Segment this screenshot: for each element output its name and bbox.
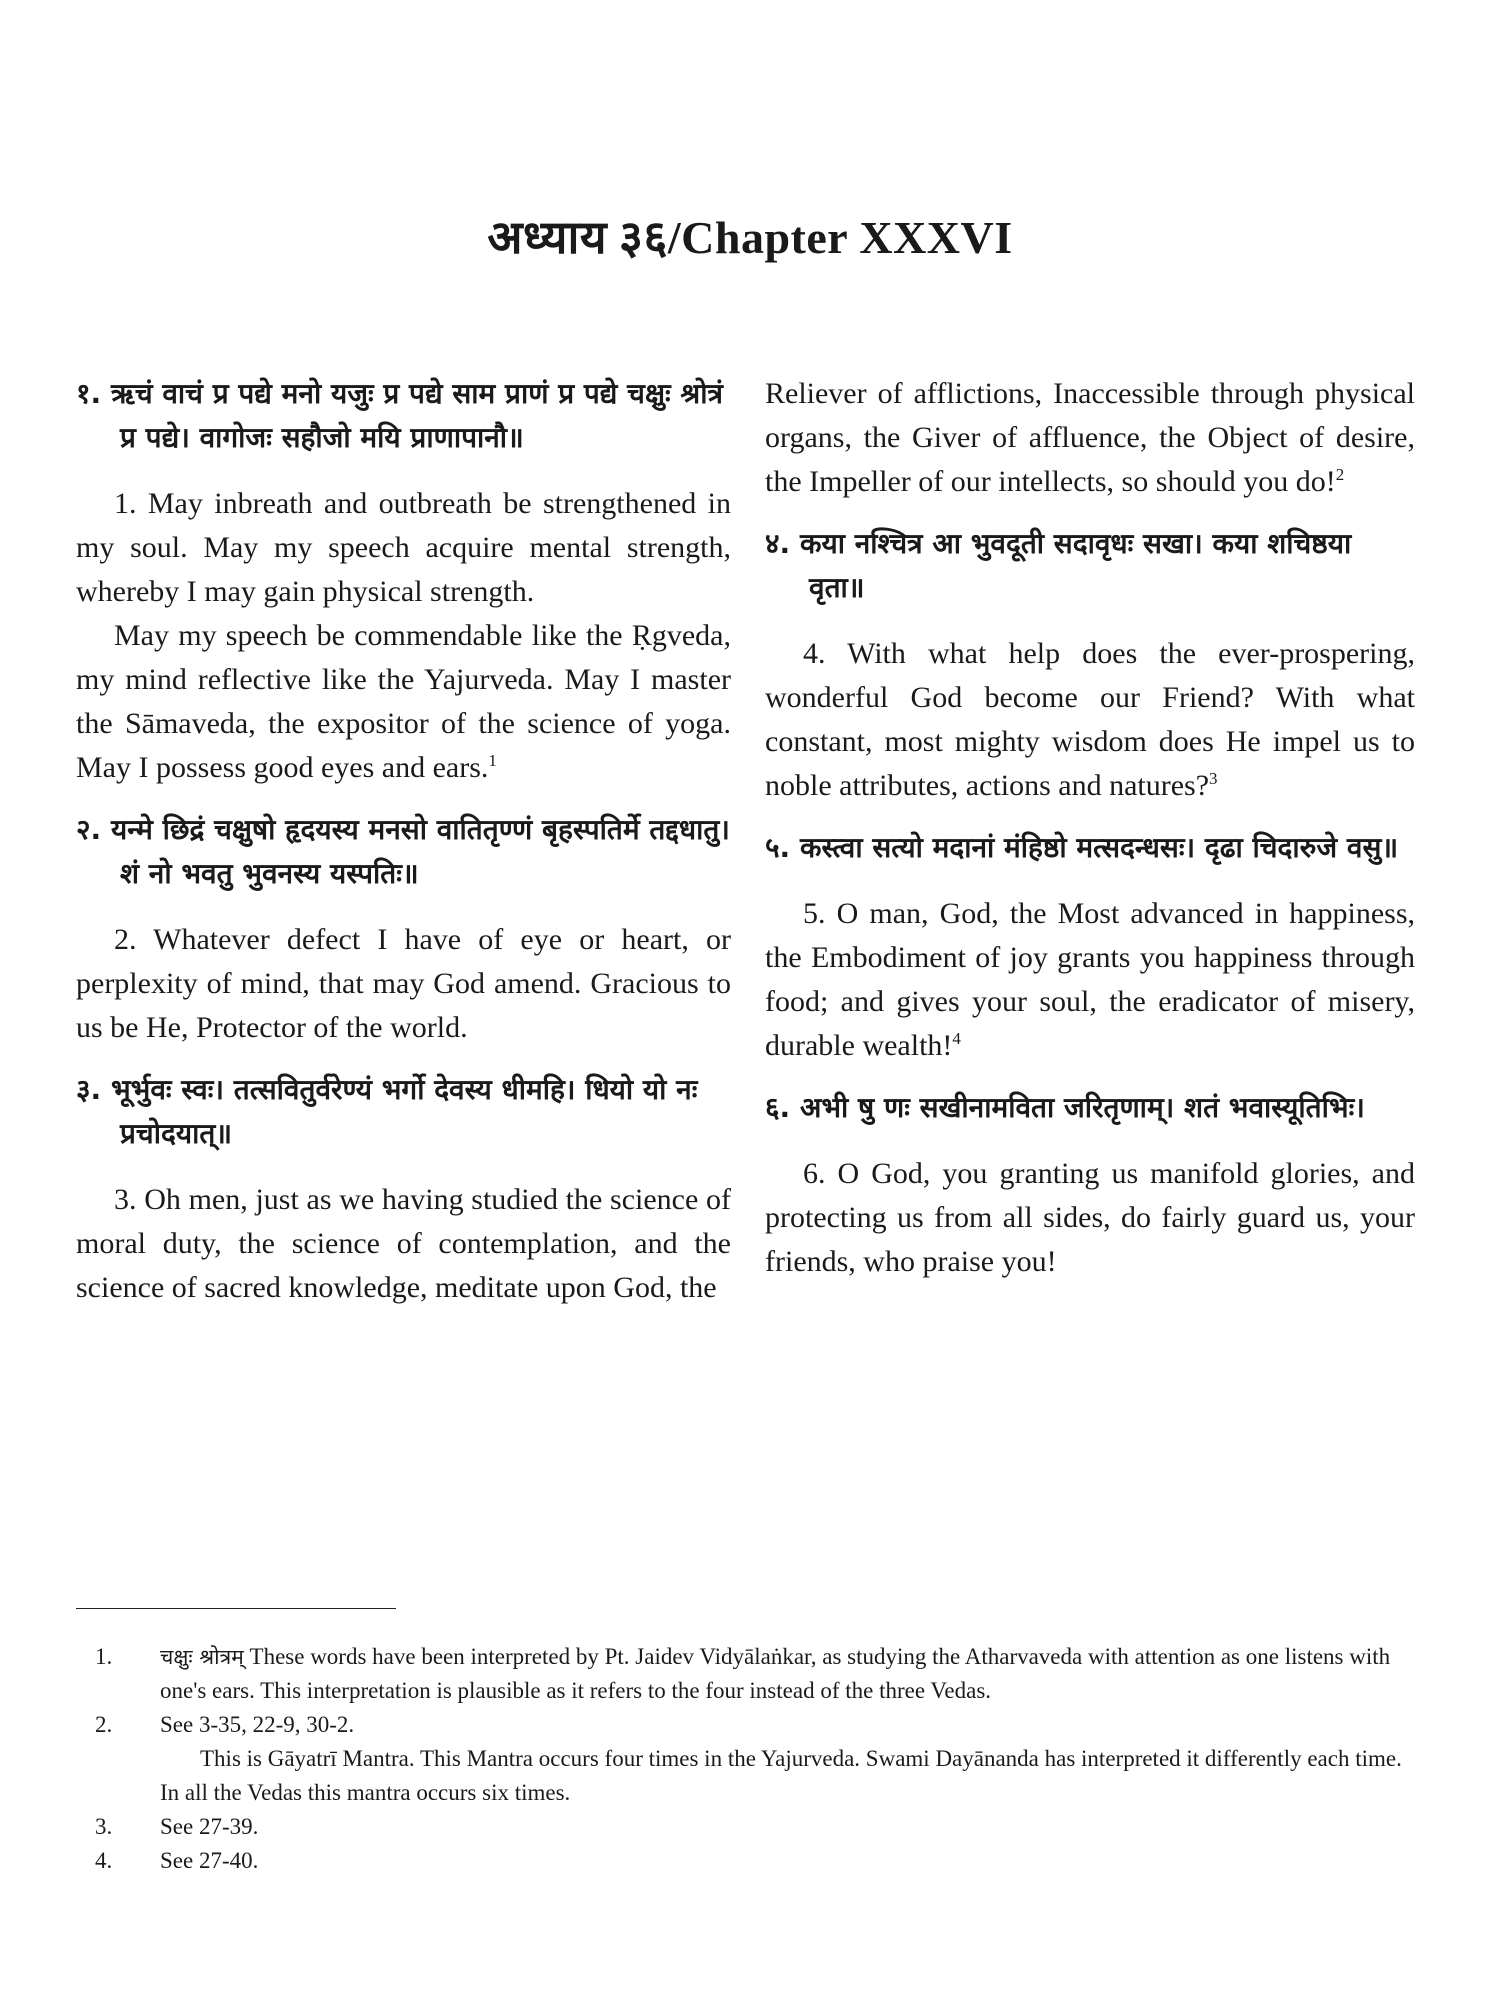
translation-1 — [76, 482, 731, 790]
translation-3-para: 3. Oh men, just as we having studied the science of moral duty, the science of contemplation, and the science of sacred knowledge, meditate upon God, the — [76, 1183, 731, 1304]
mantra-5: ५. कस्त्वा सत्यो मदानां मंहिष्ठो मत्सदन्धसः। दृढा चिदारुजे वसु॥ — [765, 831, 1399, 864]
right-column — [765, 372, 1415, 1302]
translation-6 — [765, 1152, 1415, 1284]
translation-4-para — [765, 632, 1415, 808]
footnote-3-text: See 27-39. — [160, 1814, 259, 1839]
footnote-1-text: These words have been interpreted by Pt. Jaidev Vidyālaṅkar, as studying the Atharvaveda with attention as one listens with one's ears. This interpretation is plausible as it refers to the four instead of the three Vedas. — [160, 1644, 1391, 1703]
translation-3 — [76, 1178, 731, 1310]
footnote-4-text: See 27-40. — [160, 1848, 259, 1873]
footnote-ref-2: 2 — [1335, 465, 1345, 484]
mantra-2: २. यन्मे छिद्रं चक्षुषो हृदयस्य मनसो वातितृण्णं बृहस्पतिर्मे तद्दधातु। शं नो भवतु भुवनस्य यस्पतिः॥ — [76, 813, 730, 890]
mantra-3: ३. भूर्भुवः स्वः। तत्सवितुर्वरेण्यं भर्गो देवस्य धीमहि। धियो यो नः प्रचोदयात्॥ — [76, 1073, 698, 1150]
footnote-1 — [95, 1640, 1420, 1708]
footnote-1-sanskrit: चक्षुः श्रोत्रम् — [160, 1645, 244, 1669]
translation-5-text: 5. O man, God, the Most advanced in happiness, the Embodiment of joy grants you happiness through food; and gives your soul, the eradicator of misery, durable wealth! — [765, 897, 1415, 1062]
translation-6-para: 6. O God, you granting us manifold glories, and protecting us from all sides, do fairly guard us, your friends, who praise you! — [765, 1157, 1415, 1278]
footnote-3 — [95, 1810, 1420, 1844]
translation-2-para: 2. Whatever defect I have of eye or heart, or perplexity of mind, that may God amend. Gracious to us be He, Protector of the world. — [76, 923, 731, 1044]
mantra-4: ४. कया नश्चित्र आ भुवदूती सदावृधः सखा। कया शचिष्ठया वृता॥ — [765, 527, 1352, 604]
translation-1-para-1: 1. May inbreath and outbreath be strengthened in my soul. May my speech acquire mental strength, whereby I may gain physical strength. — [76, 487, 731, 608]
translation-3-continued — [765, 372, 1415, 504]
chapter-title: अध्याय ३६/Chapter XXXVI — [487, 212, 1013, 263]
footnote-divider — [76, 1608, 396, 1609]
translation-1-para-2 — [76, 614, 731, 790]
mantra-1: १. ऋचं वाचं प्र पद्ये मनो यजुः प्र पद्ये साम प्राणं प्र पद्ये चक्षुः श्रोत्रं प्र पद्ये। वागोजः सहौजो मयि प्राणापानौ॥ — [76, 377, 723, 454]
translation-3-cont-text: Reliever of afflictions, Inaccessible through physical organs, the Giver of affluence, the Object of desire, the Impeller of our intellects, so should you do! — [765, 377, 1415, 498]
footnote-2 — [95, 1708, 1420, 1810]
footnote-3-number: 3. — [95, 1814, 113, 1839]
footnote-2-number: 2. — [95, 1712, 113, 1737]
footnote-1-number: 1. — [95, 1644, 113, 1669]
translation-1-para-2-text: May my speech be commendable like the Ṛgveda, my mind reflective like the Yajurveda. May I master the Sāmaveda, the expositor of the science of yoga. May I possess good eyes and ears. — [76, 619, 731, 784]
translation-5-para — [765, 892, 1415, 1068]
footnote-4 — [95, 1844, 1420, 1878]
mantra-6: ६. अभी षु णः सखीनामविता जरितृणाम्। शतं भवास्यूतिभिः। — [765, 1091, 1365, 1124]
translation-4 — [765, 632, 1415, 808]
footnote-ref-3: 3 — [1209, 769, 1218, 788]
translation-4-text: 4. With what help does the ever-prospering, wonderful God become our Friend? With what constant, most mighty wisdom does He impel us to noble attributes, actions and natures? — [765, 637, 1415, 802]
footnote-2-text: See 3-35, 22-9, 30-2. — [160, 1712, 355, 1737]
translation-5 — [765, 892, 1415, 1068]
left-column — [76, 372, 731, 1328]
footnote-ref-4: 4 — [952, 1029, 961, 1048]
translation-2 — [76, 918, 731, 1050]
footnotes — [95, 1640, 1420, 1878]
footnote-4-number: 4. — [95, 1848, 113, 1873]
footnote-2-subtext: This is Gāyatrī Mantra. This Mantra occurs four times in the Yajurveda. Swami Dayānanda has interpreted it differently each time. In all the Vedas this mantra occurs six times. — [160, 1746, 1402, 1805]
footnote-ref-1: 1 — [488, 751, 497, 770]
translation-3-cont-para — [765, 372, 1415, 504]
